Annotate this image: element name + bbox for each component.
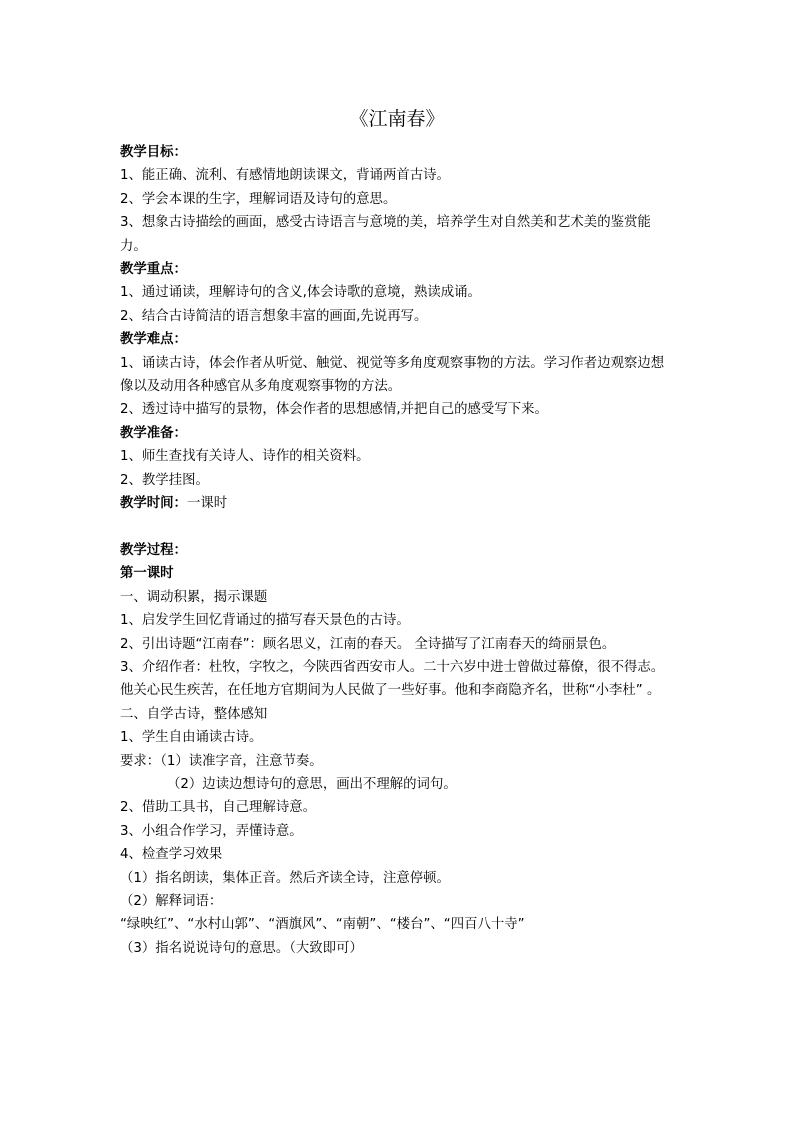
section2-heading: 二、自学古诗，整体感知 — [120, 706, 268, 722]
difficulties-heading: 教学难点： — [120, 332, 187, 348]
teaching-time-value: 一课时 — [186, 496, 228, 512]
check-sub-3: （3）指名说说诗句的意思。（大致即可） — [120, 940, 363, 956]
section2-item-2: 2、借助工具书，自己理解诗意。 — [120, 800, 316, 816]
preparation-heading: 教学准备： — [120, 425, 187, 441]
vocabulary-list: “绿映红”、“水村山郭”、“酒旗风”、“南朝”、“楼台”、“四百八十寺” — [120, 917, 525, 933]
document-title: 《江南春》 — [349, 108, 445, 130]
key-point-item-2: 2、结合古诗简洁的语言想象丰富的画面,先说再写。 — [120, 308, 428, 324]
requirement-2: （2）边读边想诗句的意思，画出不理解的词句。 — [167, 776, 457, 792]
goal-item-1: 1、能正确、流利、有感情地朗读课文，背诵两首古诗。 — [120, 168, 450, 184]
section2-item-3: 3、小组合作学习，弄懂诗意。 — [120, 823, 303, 839]
section2-item-1: 1、学生自由诵读古诗。 — [120, 730, 263, 746]
goals-heading: 教学目标： — [120, 145, 187, 160]
preparation-item-2: 2、教学挂图。 — [120, 472, 209, 488]
lesson-heading: 第一课时 — [120, 566, 174, 582]
check-sub-2: （2）解释词语： — [120, 893, 223, 909]
section1-heading: 一、调动积累，揭示课题 — [120, 589, 268, 605]
check-sub-1: （1）指名朗读，集体正音。然后齐读全诗，注意停顿。 — [120, 870, 450, 886]
blank-line — [120, 516, 676, 539]
key-point-item-1: 1、通过诵读，理解诗句的含义,体会诗歌的意境，熟读成诵。 — [120, 285, 481, 301]
difficulty-item-2: 2、透过诗中描写的景物，体会作者的思想感情,并把自己的感受写下来。 — [120, 402, 548, 418]
section1-item-1: 1、启发学生回忆背诵过的描写春天景色的古诗。 — [120, 613, 410, 629]
goal-item-2: 2、学会本课的生字，理解词语及诗句的意思。 — [120, 191, 397, 207]
teaching-time — [120, 492, 676, 515]
key-points-heading: 教学重点： — [120, 262, 187, 278]
goal-item-3: 3、想象古诗描绘的画面，感受古诗语言与意境的美，培养学生对自然美和艺术美的鉴赏能力。 — [120, 215, 651, 254]
process-heading: 教学过程： — [120, 542, 187, 558]
difficulty-item-1: 1、诵读古诗，体会作者从听觉、触觉、视觉等多角度观察事物的方法。学习作者边观察边想像以及动用各种感官从多角度观察事物的方法。 — [120, 355, 665, 395]
requirement-1: 要求：（1）读准字音，注意节奏。 — [120, 753, 323, 769]
document-body — [120, 141, 676, 960]
section2-item-4: 4、检查学习效果 — [120, 847, 223, 863]
section1-item-3: 3、介绍作者：杜牧，字牧之，今陕西省西安市人。二十六岁中进士曾做过幕僚，很不得志。他关心民生疾苦，在任地方官期间为人民做了一些好事。他和李商隐齐名，世称“小李杜” 。 — [120, 659, 665, 699]
preparation-item-1: 1、师生查找有关诗人、诗作的相关资料。 — [120, 449, 370, 465]
teaching-time-label: 教学时间： — [120, 496, 187, 512]
section1-item-2: 2、引出诗题“江南春”：顾名思义，江南的春天。 全诗描写了江南春天的绮丽景色。 — [120, 636, 616, 652]
